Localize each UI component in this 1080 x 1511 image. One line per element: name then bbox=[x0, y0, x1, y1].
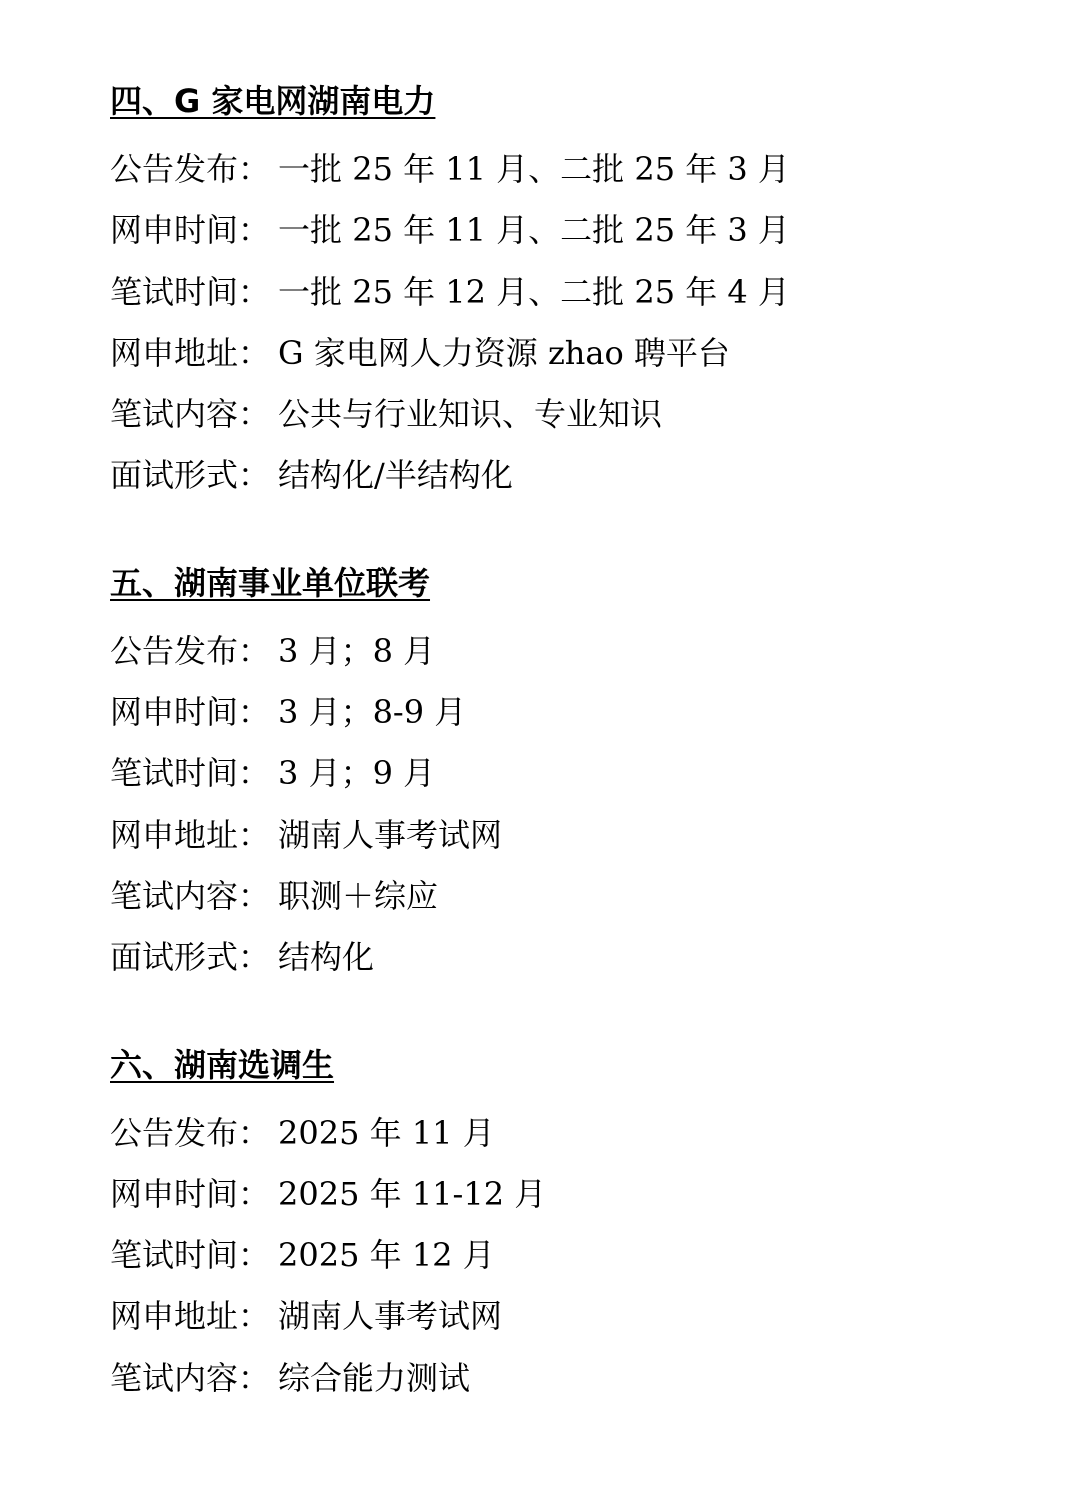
info-row-application-address bbox=[110, 323, 1010, 384]
row-label: 面试形式 bbox=[110, 938, 239, 977]
info-row-exam-content bbox=[110, 384, 1010, 445]
info-row-interview-format bbox=[110, 445, 1010, 506]
row-value: 一批 25 年 11 月、二批 25 年 3 月 bbox=[278, 150, 790, 188]
row-label: 笔试时间 bbox=[110, 272, 239, 311]
row-separator: ： bbox=[238, 876, 271, 915]
row-label: 笔试时间 bbox=[110, 754, 239, 793]
row-separator: ： bbox=[238, 938, 271, 977]
row-separator: ： bbox=[238, 1174, 271, 1213]
row-label: 笔试时间 bbox=[110, 1236, 239, 1275]
row-separator: ： bbox=[238, 815, 271, 854]
row-separator: ： bbox=[238, 1113, 271, 1152]
info-row-interview-format bbox=[110, 927, 1010, 988]
row-value: 3 月；8-9 月 bbox=[278, 693, 467, 732]
row-separator: ： bbox=[238, 395, 271, 434]
row-label: 公告发布 bbox=[110, 150, 239, 188]
info-row-announcement bbox=[110, 139, 1010, 200]
info-row-application-time bbox=[110, 682, 1010, 743]
info-row-announcement bbox=[110, 1103, 1010, 1164]
section-hunan-public-institution-exam bbox=[110, 560, 1010, 989]
row-separator: ： bbox=[238, 1358, 271, 1397]
row-value: 综合能力测试 bbox=[278, 1358, 471, 1397]
row-separator: ： bbox=[238, 693, 271, 732]
row-value: 湖南人事考试网 bbox=[278, 815, 503, 854]
section-title: 四、G 家电网湖南电力 bbox=[110, 82, 436, 120]
row-value: 3 月；8 月 bbox=[278, 631, 436, 670]
row-separator: ： bbox=[238, 333, 271, 372]
row-separator: ： bbox=[238, 1236, 271, 1275]
section-hunan-selected-graduates bbox=[110, 1042, 1010, 1409]
row-separator: ： bbox=[238, 272, 271, 311]
row-value: 公共与行业知识、专业知识 bbox=[278, 395, 663, 434]
row-separator: ： bbox=[238, 211, 271, 250]
row-value: 2025 年 11 月 bbox=[278, 1113, 495, 1152]
section-title: 五、湖南事业单位联考 bbox=[110, 563, 431, 602]
info-row-application-address bbox=[110, 1286, 1010, 1347]
row-label: 网申地址 bbox=[110, 1297, 239, 1336]
info-row-application-address bbox=[110, 805, 1010, 866]
info-row-exam-time bbox=[110, 1225, 1010, 1286]
row-label: 公告发布 bbox=[110, 631, 239, 670]
row-separator: ： bbox=[238, 150, 271, 188]
row-separator: ： bbox=[238, 631, 271, 670]
row-value: 2025 年 12 月 bbox=[278, 1236, 495, 1275]
section-state-grid-hunan bbox=[110, 78, 1010, 507]
row-value: 结构化/半结构化 bbox=[278, 456, 513, 495]
row-value: 一批 25 年 11 月、二批 25 年 3 月 bbox=[278, 211, 790, 250]
row-label: 网申地址 bbox=[110, 815, 239, 854]
row-label: 公告发布 bbox=[110, 1113, 239, 1152]
info-row-exam-content bbox=[110, 866, 1010, 927]
info-row-application-time bbox=[110, 200, 1010, 261]
row-value: G 家电网人力资源 zhao 聘平台 bbox=[278, 333, 730, 372]
row-value: 湖南人事考试网 bbox=[278, 1297, 503, 1336]
row-separator: ： bbox=[238, 1297, 271, 1336]
row-label: 笔试内容 bbox=[110, 1358, 239, 1397]
row-label: 笔试内容 bbox=[110, 876, 239, 915]
row-value: 职测＋综应 bbox=[278, 876, 439, 915]
info-row-announcement bbox=[110, 621, 1010, 682]
row-separator: ： bbox=[238, 456, 271, 495]
info-row-application-time bbox=[110, 1164, 1010, 1225]
document-body bbox=[110, 78, 1010, 1462]
row-value: 3 月；9 月 bbox=[278, 754, 436, 793]
info-row-exam-time bbox=[110, 743, 1010, 804]
info-row-exam-time bbox=[110, 262, 1010, 323]
section-title: 六、湖南选调生 bbox=[110, 1045, 335, 1084]
row-label: 面试形式 bbox=[110, 456, 239, 495]
info-row-exam-content bbox=[110, 1348, 1010, 1409]
row-value: 结构化 bbox=[278, 938, 375, 977]
row-value: 2025 年 11-12 月 bbox=[278, 1174, 547, 1213]
row-value: 一批 25 年 12 月、二批 25 年 4 月 bbox=[278, 272, 790, 311]
row-label: 网申地址 bbox=[110, 333, 239, 372]
row-label: 网申时间 bbox=[110, 693, 239, 732]
row-separator: ： bbox=[238, 754, 271, 793]
row-label: 网申时间 bbox=[110, 1174, 239, 1213]
row-label: 网申时间 bbox=[110, 211, 239, 250]
row-label: 笔试内容 bbox=[110, 395, 239, 434]
